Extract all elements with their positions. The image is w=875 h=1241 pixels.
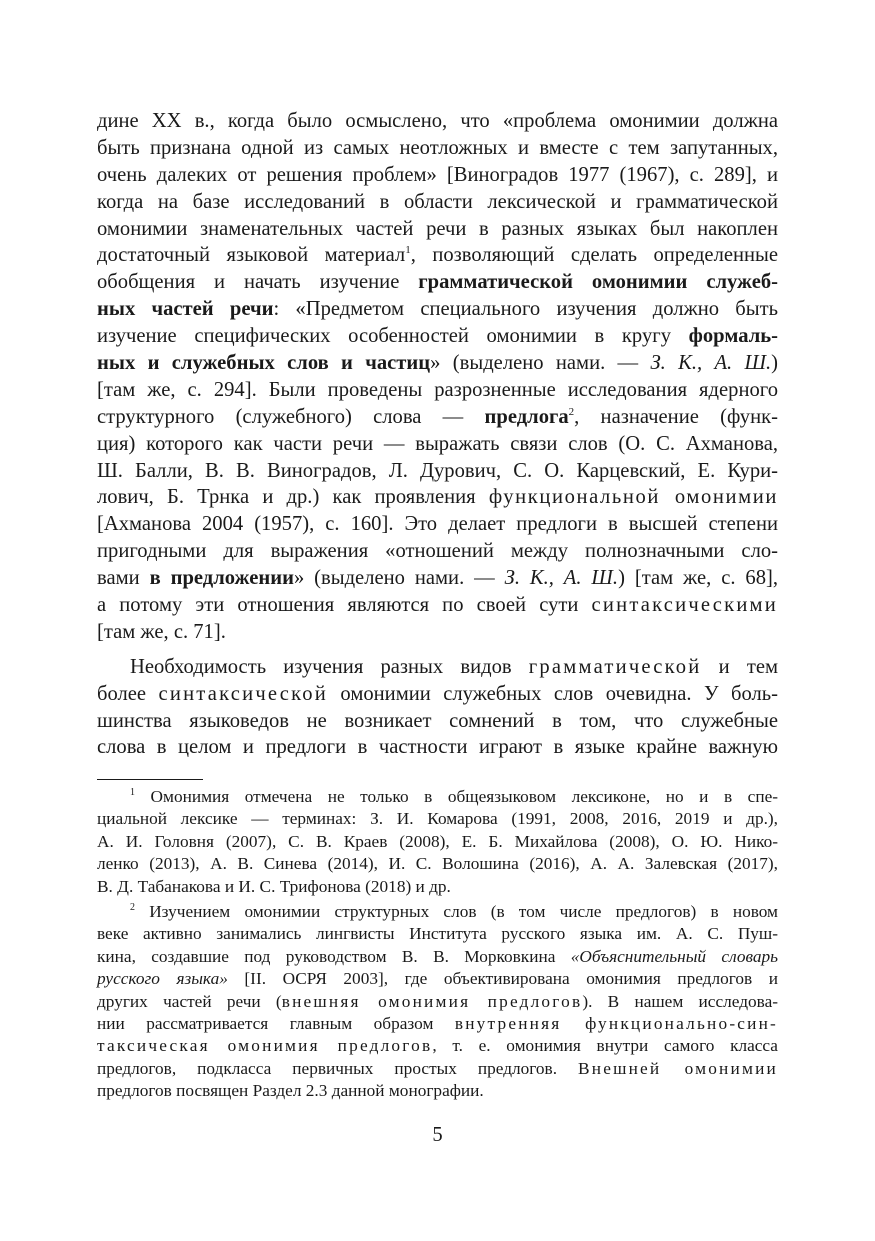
text-line: дине XX в., когда было осмыслено, что «проблема омонимии должна [97, 110, 778, 132]
text-line: очень далеких от решения проблем» [Виноградов 1977 (1967), с. 289], и [97, 163, 778, 186]
footnote-line: русского языка» [II. ОСРЯ 2003], где объективирована омонимия предлогов и [97, 969, 778, 989]
footnote-line: ленко (2013), А. В. Синева (2014), И. С. Волошина (2016), А. А. Залевская (2017), [97, 854, 778, 874]
text-line: лович, Б. Трнка и др.) как проявления функциональной омонимии [97, 486, 778, 509]
text-line: слова в целом и предлоги в частности играют в языке крайне важную [97, 736, 778, 759]
text-line: пригодными для выражения «отношений между полнозначными сло- [97, 540, 778, 563]
footnote-line: циальной лексике — терминах: З. И. Комарова (1991, 2008, 2016, 2019 и др.), [97, 809, 778, 829]
text-line: более синтаксической омонимии служебных слов очевидна. У боль- [97, 682, 778, 705]
footnote-line: таксическая омонимия предлогов, т. е. омонимия внутри самого класса [97, 1036, 778, 1056]
text-line: Необходимость изучения разных видов грамматической и тем [130, 655, 778, 678]
text-line: ция) которого как части речи — выражать связи слов (О. С. Ахманова, [97, 432, 778, 455]
text-line: достаточный языковой материал$^1$, позволяющий сделать определенные [97, 244, 779, 267]
footnote-ref-2[interactable]: 2 [568, 405, 575, 418]
page-number: 5 [432, 1124, 443, 1146]
text-line: обобщения и начать изучение грамматической омонимии служеб- [97, 271, 778, 294]
text-line: ных частей речи: «Предметом специального изучения должно быть [97, 298, 778, 321]
text-line: структурного (служебного) слова — предлога$^2$, назначение (функ- [97, 405, 778, 428]
footnote-line: кина, создавшие под руководством В. В. Морковкина «Объяснительный словарь [97, 946, 778, 966]
footnote-line: предлогов посвящен Раздел 2.3 данной монографии. [97, 1081, 484, 1101]
footnote-2: $^2$ Изучением омонимии структурных слов (в том числе предлогов) в новом [130, 901, 778, 921]
footnote-divider [97, 779, 203, 780]
text-line: омонимии знаменательных частей речи в разных языках был накоплен [97, 217, 778, 240]
footnote-line: А. И. Головня (2007), С. В. Краев (2008), Е. Б. Михайлова (2008), О. Ю. Нико- [97, 831, 778, 851]
text-line: [Ахманова 2004 (1957), с. 160]. Это делает предлоги в высшей степени [97, 513, 778, 536]
text-line: [там же, с. 71]. [97, 620, 226, 643]
footnotes [97, 786, 778, 1102]
footnote-ref-1[interactable]: 1 [405, 244, 411, 257]
footnote-line: нии рассматривается главным образом внутренняя функционально-син- [97, 1013, 779, 1033]
footnote-1: $^1$ Омонимия отмечена не только в общеязыковом лексиконе, но и в спе- [130, 787, 778, 806]
footnote-line: В. Д. Табанакова и И. С. Трифонова (2018) и др. [97, 876, 451, 896]
text-line: [там же, с. 294]. Были проведены разрозненные исследования ядерного [97, 378, 778, 401]
text-line: быть признана одной из самых неотложных и вместе с тем запутанных, [97, 136, 778, 159]
text-line: Ш. Балли, В. В. Виноградов, Л. Дурович, С. О. Карцевский, Е. Кури- [97, 459, 778, 482]
text-line: шинства языковедов не возникает сомнений в том, что служебные [97, 709, 778, 732]
text-line: вами в предложении» (выделено нами. — З. К., А. Ш.) [там же, с. 68], [97, 567, 778, 590]
text-line: а потому эти отношения являются по своей сути синтаксическими [97, 594, 778, 617]
text-line: ных и служебных слов и частиц» (выделено нами. — З. К., А. Ш.) [97, 352, 778, 375]
main-text [97, 108, 778, 761]
footnote-line: предлогов, подкласса первичных простых предлогов. Внешней омонимии [97, 1058, 778, 1078]
text-line: изучение специфических особенностей омонимии в кругу формаль- [97, 325, 778, 348]
footnote-line: других частей речи (внешняя омонимия предлогов). В нашем исследова- [97, 991, 778, 1011]
text-line: когда на базе исследований в области лексической и грамматической [97, 190, 778, 213]
footnote-line: веке активно занимались лингвисты Института русского языка им. А. С. Пуш- [97, 924, 778, 944]
